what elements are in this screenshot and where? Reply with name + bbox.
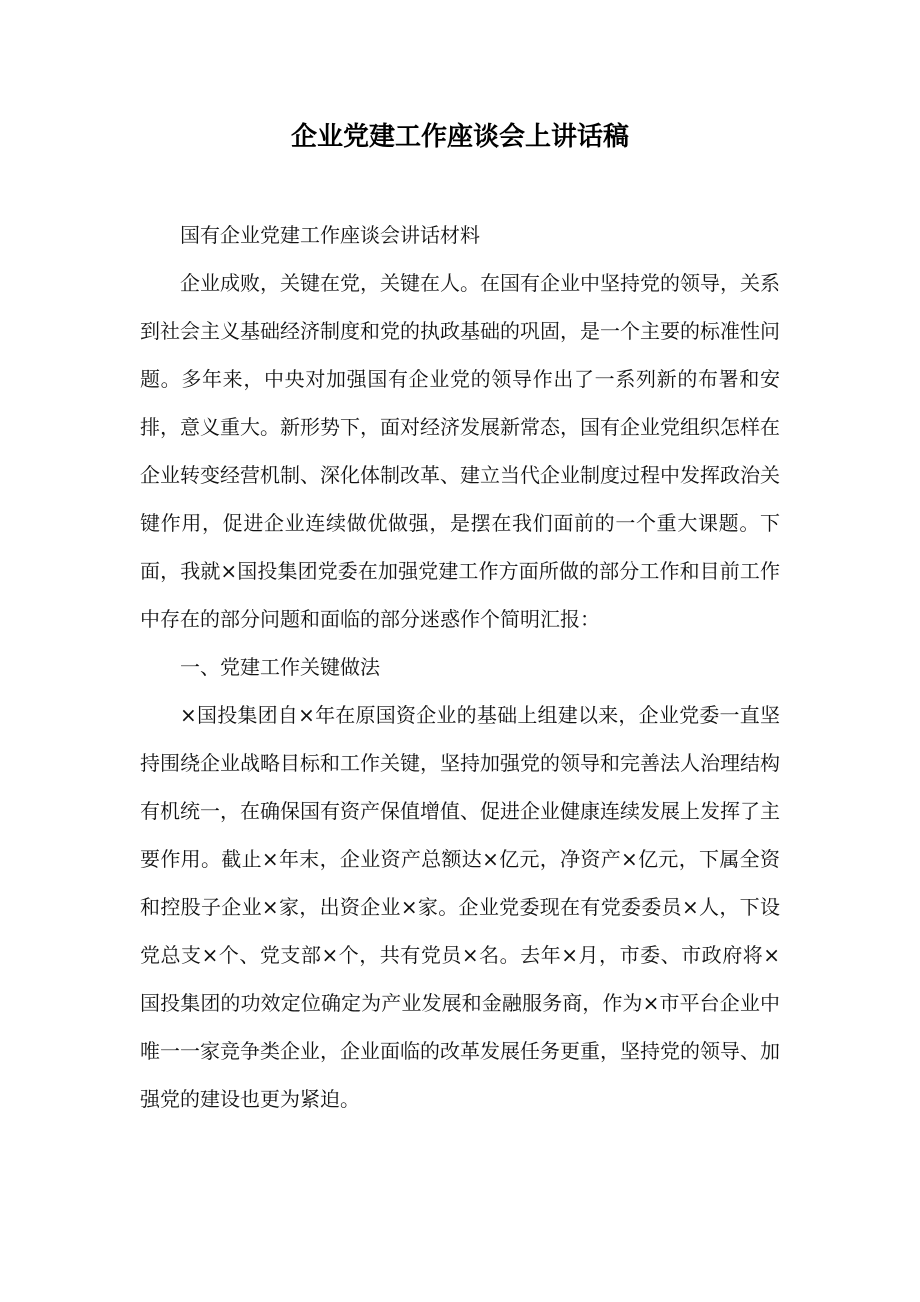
subtitle-paragraph: 国有企业党建工作座谈会讲话材料 — [180, 223, 480, 247]
intro-paragraph: 企业成败，关键在党，关键在人。在国有企业中坚持党的领导，关系到社会主义基础经济制度和党的执政基础的巩固，是一个主要的标准性问题。多年来，中央对加强国有企业党的领导作出了一系列新的布署和安排，意义重大。新形势下，面对经济发展新常态，国有企业党组织怎样在企业转变经营机制、深化体制改革、建立当代企业制度过程中发挥政治关键作用，促进企业连续做优做强，是摆在我们面前的一个重大课题。下面，我就×国投集团党委在加强党建工作方面所做的部分工作和目前工作中存在的部分问题和面临的部分迷惑作个简明汇报： — [140, 271, 780, 631]
document-title: 企业党建工作座谈会上讲话稿 — [290, 122, 629, 152]
section-paragraph: ×国投集团自×年在原国资企业的基础上组建以来，企业党委一直坚持围绕企业战略目标和工作关键，坚持加强党的领导和完善法人治理结构有机统一，在确保国有资产保值增值、促进企业健康连续发展上发挥了主要作用。截止×年末，企业资产总额达×亿元，净资产×亿元，下属全资和控股子企业×家，出资企业×家。企业党委现在有党委委员×人，下设党总支×个、党支部×个，共有党员×名。去年×月，市委、市政府将×国投集团的功效定位确定为产业发展和金融服务商，作为×市平台企业中唯一一家竞争类企业，企业面临的改革发展任务更重，坚持党的领导、加强党的建设也更为紧迫。 — [140, 703, 780, 1111]
document-body — [140, 211, 780, 1123]
section-heading: 一、党建工作关键做法 — [180, 655, 380, 679]
